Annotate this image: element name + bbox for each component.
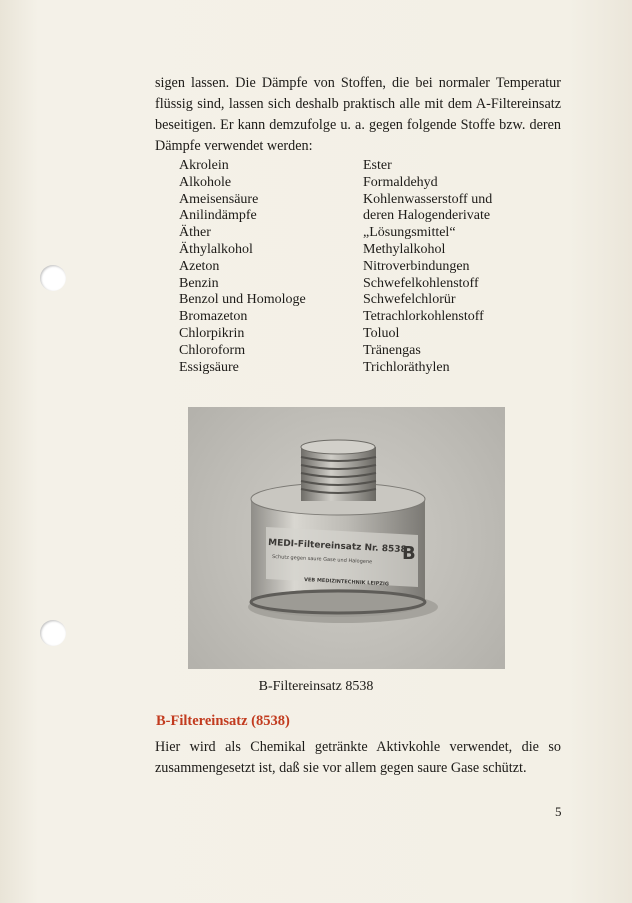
list-item: Alkohole [179, 174, 232, 190]
list-item: Toluol [363, 325, 400, 341]
list-item: Methylalkohol [363, 241, 446, 257]
list-item: Tetrachlorkohlenstoff [363, 309, 484, 325]
list-item: Ester [363, 158, 392, 173]
intro-paragraph: sigen lassen. Die Dämpfe von Stoffen, die bei normaler Temperatur flüssig sind, lassen sich deshalb praktisch alle mit dem A-Filtereinsatz beseitigen. Er kann demzufolge u. a. gegen folgende Stoffe bzw. deren Dämpfe verwendet werden: [155, 75, 561, 154]
list-item: Bromazeton [179, 309, 248, 325]
list-item: Ameisensäure [179, 191, 259, 207]
canister-label-title: MEDI-Filtereinsatz Nr. 8538 [267, 538, 407, 556]
canister-label-maker: VEB MEDIZINTECHNIK LEIPZIG [303, 577, 390, 588]
list-item: Chlorpikrin [179, 325, 245, 341]
canister-label-letter: B [402, 543, 416, 564]
list-item: „Lösungsmittel“ [363, 225, 456, 241]
list-item: Tränengas [363, 342, 421, 358]
list-item: Akrolein [179, 158, 229, 173]
list-item: Nitroverbindungen [363, 258, 470, 274]
list-item: Essigsäure [179, 359, 239, 375]
substance-list-right [363, 158, 563, 376]
list-item: Kohlenwasserstoff und [363, 191, 493, 207]
photo-caption: B-Filtereinsatz 8538 [258, 679, 374, 694]
substance-list-left [179, 158, 359, 376]
list-item: Schwefelkohlenstoff [363, 275, 479, 291]
list-item: Azeton [179, 258, 220, 274]
list-item: Äther [179, 225, 211, 241]
page-number: 5 [555, 804, 562, 819]
section-paragraph: Hier wird als Chemikal getränkte Aktivkohle verwendet, die so zusammengesetzt ist, daß sie vor allem gegen saure Gase schützt. [155, 739, 561, 776]
list-item: Trichloräthylen [363, 359, 450, 375]
list-item: Äthylalkohol [179, 241, 253, 257]
list-item: Chloroform [179, 342, 246, 358]
section-heading: B-Filtereinsatz (8538) [156, 713, 290, 729]
binder-hole-bottom [40, 620, 66, 646]
filter-canister-photo [188, 407, 505, 669]
list-item: deren Halogenderivate [363, 208, 491, 224]
list-item: Benzol und Homologe [179, 292, 306, 308]
filter-canister-illustration [188, 407, 505, 669]
list-item: Schwefelchlorür [363, 292, 456, 308]
list-item: Benzin [179, 275, 219, 291]
binder-hole-top [40, 265, 66, 291]
list-item: Formaldehyd [363, 174, 438, 190]
canister-label-text: Schutz gegen saure Gase und Halogene [271, 554, 373, 566]
list-item: Anilindämpfe [179, 208, 257, 224]
